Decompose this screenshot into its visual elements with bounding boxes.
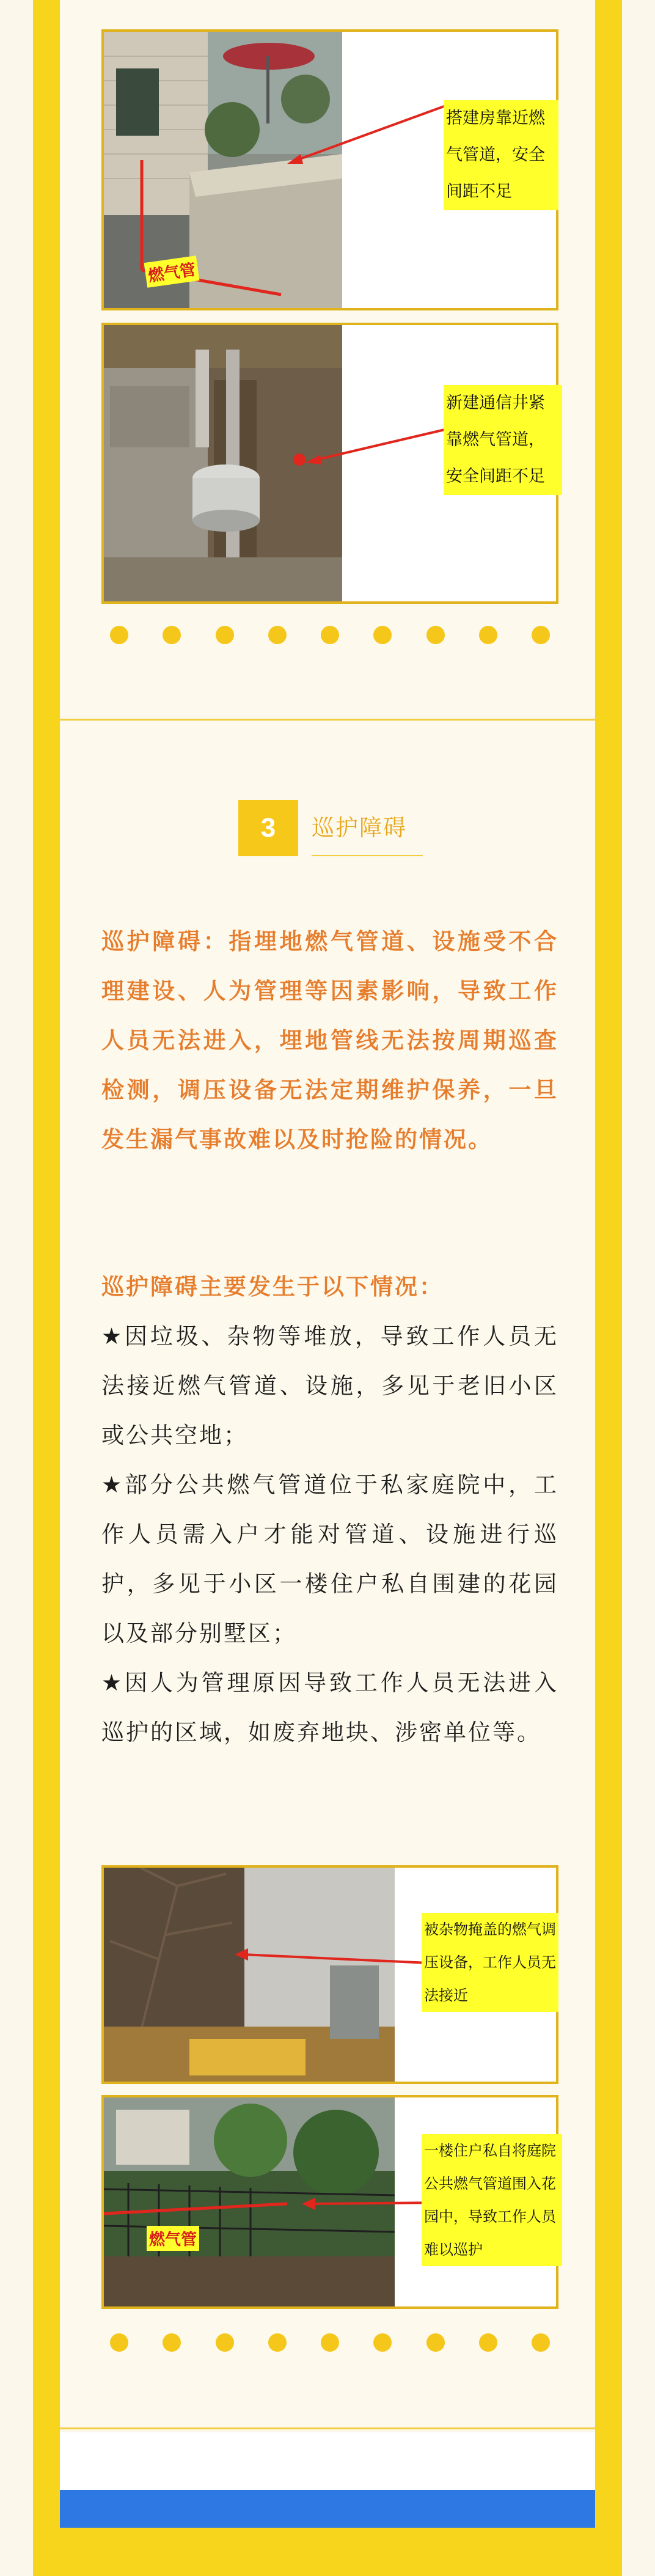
dot-divider-top <box>110 626 550 645</box>
dot <box>532 626 550 644</box>
dot <box>268 626 287 644</box>
pointer-arrow <box>293 417 452 478</box>
photo-note: 被杂物掩盖的燃气调压设备，工作人员无法接近 <box>422 1913 558 2012</box>
left-frame-bar <box>33 0 60 2576</box>
dot <box>268 2333 287 2352</box>
list-item: ★因垃圾、杂物等堆放，导致工作人员无法接近燃气管道、设施，多见于老旧小区或公共空地； <box>101 1323 558 1448</box>
dot <box>532 2333 550 2352</box>
photo-note: 一楼住户私自将庭院公共燃气管道围入花园中，导致工作人员难以巡护 <box>422 2134 562 2266</box>
dot <box>216 2333 234 2352</box>
section-title: 巡护障碍 <box>312 815 407 841</box>
dot-divider-bottom <box>110 2333 550 2353</box>
dot <box>321 2333 339 2352</box>
dot <box>479 2333 497 2352</box>
dot <box>479 626 497 644</box>
list-item: ★部分公共燃气管道位于私家庭院中，工作人员需入户才能对管道、设施进行巡护，多见于小区一楼住户私自围建的花园以及部分别墅区； <box>101 1472 558 1646</box>
footer-yellow-bar <box>33 2528 622 2576</box>
dot <box>426 626 445 644</box>
card-divider <box>60 2427 595 2429</box>
pointer-arrow <box>269 93 452 178</box>
photo-card-garden <box>101 2095 558 2309</box>
footer-panel <box>60 2432 595 2490</box>
right-frame-bar <box>595 0 622 2576</box>
dot <box>321 626 339 644</box>
dot <box>110 2333 128 2352</box>
dot <box>163 626 181 644</box>
photo-card-comm-well <box>101 323 558 604</box>
dot <box>163 2333 181 2352</box>
section-number-badge: 3 <box>238 800 298 856</box>
dot <box>373 626 392 644</box>
list-item: ★因人为管理原因导致工作人员无法进入巡护的区域，如废弃地块、涉密单位等。 <box>101 1670 558 1745</box>
dot <box>426 2333 445 2352</box>
card-divider <box>60 719 595 721</box>
photo-note: 搭建房靠近燃气管道，安全间距不足 <box>444 100 558 210</box>
pipe-tag: 燃气管 <box>144 255 200 288</box>
photo-card-building <box>101 29 558 310</box>
photo-note: 新建通信井紧靠燃气管道，安全间距不足 <box>444 385 562 495</box>
dot <box>216 626 234 644</box>
pointer-arrow <box>226 1941 434 1990</box>
dot <box>110 626 128 644</box>
definition-paragraph: 巡护障碍：指埋地燃气管道、设施受不合理建设、人为管理等因素影响，导致工作人员无法进入，埋地管线无法按周期巡查检测，调压设备无法定期维护保养，一旦发生漏气事故难以及时抢险的情况。 <box>101 928 558 1153</box>
footer-blue-bar <box>60 2490 595 2528</box>
pipe-tag: 燃气管 <box>147 2226 199 2251</box>
dot <box>373 2333 392 2352</box>
section-title-underline <box>312 855 423 856</box>
photo-card-debris <box>101 1865 558 2084</box>
subheading: 巡护障碍主要发生于以下情况： <box>101 1274 444 1300</box>
